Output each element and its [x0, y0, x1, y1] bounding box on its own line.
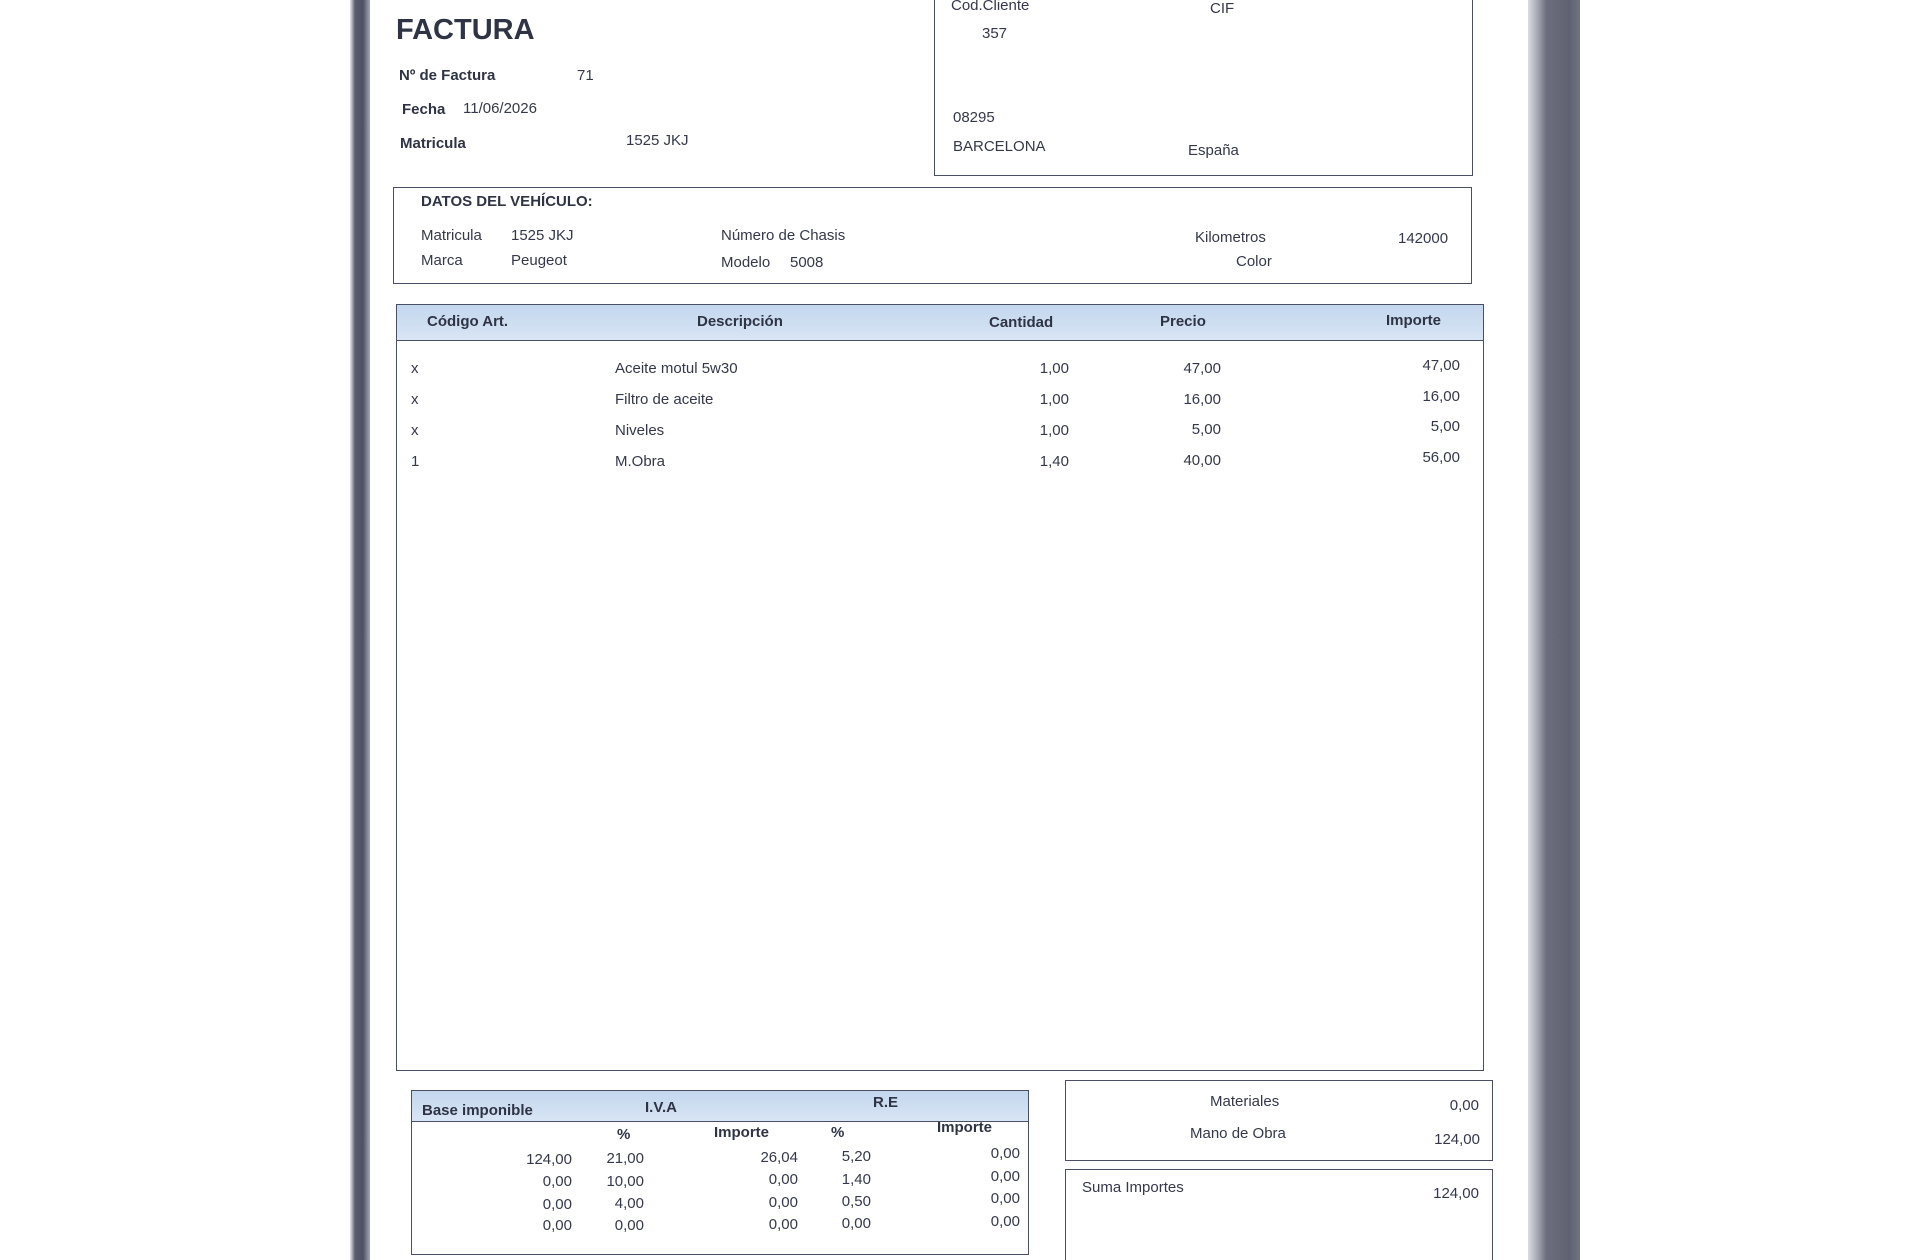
- item-price: 5,00: [1191, 421, 1221, 438]
- item-description: Niveles: [615, 422, 665, 439]
- item-quantity: 1,00: [1039, 391, 1069, 408]
- labour-label: Mano de Obra: [1190, 1125, 1286, 1142]
- plate-label: Matricula: [400, 135, 466, 152]
- item-quantity: 1,00: [1039, 360, 1069, 377]
- tax-subheader-re-pct: %: [831, 1124, 845, 1141]
- item-price: 40,00: [1183, 452, 1221, 469]
- tax-iva-amount: 0,00: [768, 1216, 798, 1233]
- vehicle-km: 142000: [1398, 230, 1449, 247]
- client-code-label: Cod.Cliente: [951, 0, 1030, 14]
- tax-re-amount: 0,00: [990, 1168, 1020, 1185]
- vehicle-model: 5008: [790, 254, 824, 271]
- tax-iva-pct: 4,00: [614, 1195, 644, 1212]
- tax-header-base: Base imponible: [422, 1102, 533, 1119]
- item-amount: 47,00: [1422, 357, 1460, 374]
- item-description: M.Obra: [615, 453, 666, 470]
- invoice-title: FACTURA: [396, 14, 535, 46]
- client-cif-label: CIF: [1210, 0, 1235, 17]
- vehicle-model-label: Modelo: [721, 254, 771, 271]
- client-code: 357: [982, 25, 1008, 42]
- items-header-price: Precio: [1160, 313, 1206, 330]
- tax-re-pct: 0,00: [841, 1215, 871, 1232]
- labour-value: 124,00: [1434, 1131, 1480, 1148]
- item-code: 1: [411, 453, 420, 470]
- item-amount: 16,00: [1422, 388, 1460, 405]
- tax-iva-pct: 21,00: [606, 1150, 644, 1167]
- tax-re-amount: 0,00: [990, 1213, 1020, 1230]
- vehicle-make-label: Marca: [421, 252, 463, 269]
- item-price: 47,00: [1183, 360, 1221, 377]
- materials-value: 0,00: [1449, 1097, 1479, 1114]
- vehicle-chassis-label: Número de Chasis: [721, 227, 846, 244]
- tax-re-amount: 0,00: [990, 1190, 1020, 1207]
- tax-iva-pct: 0,00: [614, 1217, 644, 1234]
- tax-re-pct: 1,40: [841, 1171, 871, 1188]
- invoice-number-label: Nº de Factura: [399, 67, 496, 84]
- item-description: Aceite motul 5w30: [615, 360, 738, 377]
- invoice-number: 71: [577, 67, 594, 84]
- tax-subheader-iva-amount: Importe: [714, 1124, 770, 1141]
- item-code: x: [411, 422, 419, 439]
- scan-edge-left: [350, 0, 370, 1260]
- vehicle-color-label: Color: [1236, 253, 1272, 270]
- item-amount: 5,00: [1430, 418, 1460, 435]
- tax-re-pct: 5,20: [841, 1148, 871, 1165]
- tax-iva-amount: 0,00: [768, 1194, 798, 1211]
- vehicle-make: Peugeot: [511, 252, 567, 269]
- sum-label: Suma Importes: [1082, 1179, 1184, 1196]
- tax-base: 0,00: [542, 1217, 572, 1234]
- materials-label: Materiales: [1210, 1093, 1280, 1110]
- vehicle-km-label: Kilometros: [1195, 229, 1266, 246]
- tax-iva-pct: 10,00: [606, 1173, 644, 1190]
- item-code: x: [411, 360, 419, 377]
- tax-base: 0,00: [542, 1173, 572, 1190]
- tax-subheader-iva-pct: %: [617, 1126, 631, 1143]
- items-header-bar: [397, 305, 1483, 341]
- vehicle-heading: DATOS DEL VEHÍCULO:: [421, 193, 593, 210]
- date-label: Fecha: [402, 101, 446, 118]
- item-price: 16,00: [1183, 391, 1221, 408]
- tax-header-re: R.E: [873, 1094, 899, 1111]
- items-header-description: Descripción: [697, 313, 783, 330]
- items-table: [396, 304, 1484, 1071]
- item-quantity: 1,00: [1039, 422, 1069, 439]
- client-postal-code: 08295: [953, 109, 995, 126]
- tax-iva-amount: 26,04: [760, 1149, 798, 1166]
- tax-iva-amount: 0,00: [768, 1171, 798, 1188]
- item-quantity: 1,40: [1039, 453, 1069, 470]
- scan-edge-right: [1528, 0, 1580, 1260]
- client-country: España: [1188, 142, 1239, 159]
- tax-subheader-re-amount: Importe: [937, 1119, 993, 1136]
- tax-re-pct: 0,50: [841, 1193, 871, 1210]
- items-header-amount: Importe: [1386, 312, 1442, 329]
- date-value: 11/06/2026: [463, 100, 537, 117]
- items-header-code: Código Art.: [427, 313, 509, 330]
- client-city: BARCELONA: [953, 138, 1046, 155]
- sum-value: 124,00: [1433, 1185, 1479, 1202]
- item-description: Filtro de aceite: [615, 391, 714, 408]
- item-code: x: [411, 391, 419, 408]
- tax-base: 0,00: [542, 1196, 572, 1213]
- vehicle-plate-label: Matricula: [421, 227, 482, 244]
- plate-value: 1525 JKJ: [626, 132, 689, 149]
- item-amount: 56,00: [1422, 449, 1460, 466]
- tax-re-amount: 0,00: [990, 1145, 1020, 1162]
- items-header-quantity: Cantidad: [989, 314, 1054, 331]
- tax-header-iva: I.V.A: [645, 1099, 677, 1116]
- vehicle-plate: 1525 JKJ: [511, 227, 574, 244]
- tax-base: 124,00: [526, 1151, 572, 1168]
